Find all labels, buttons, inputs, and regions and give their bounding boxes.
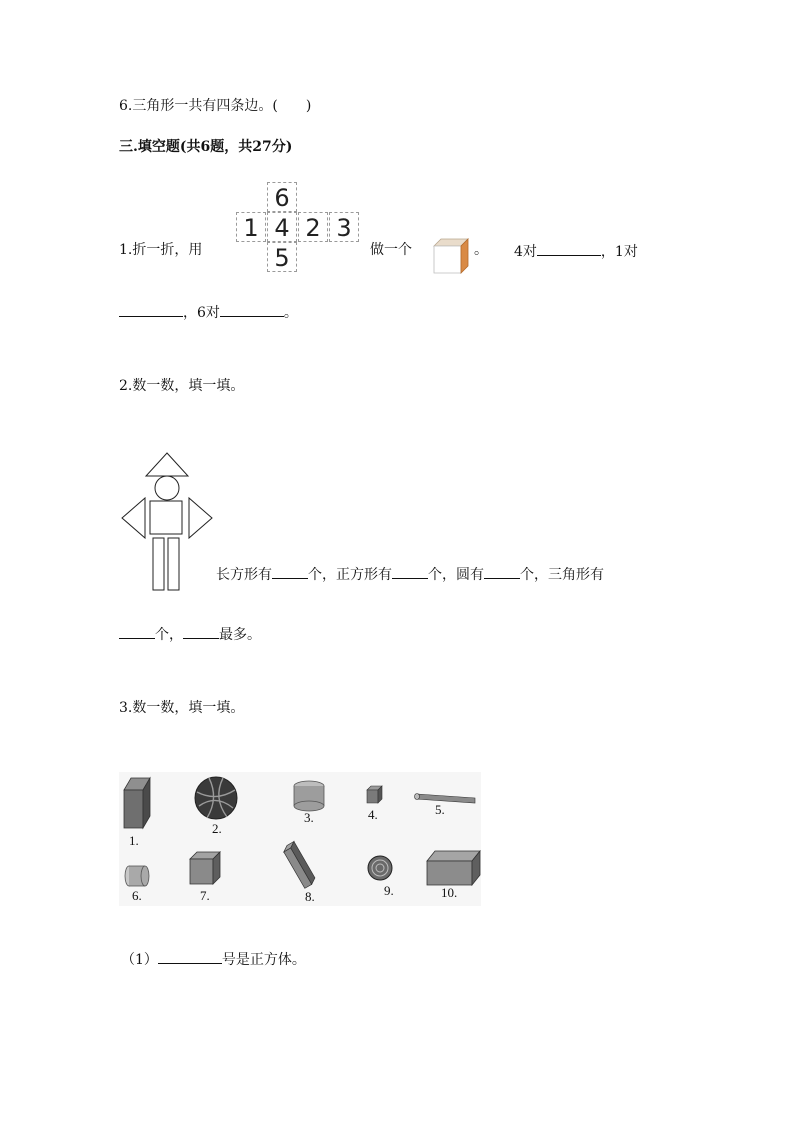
comma: ， (183, 305, 197, 321)
cube-image (432, 237, 472, 275)
shape-label-1: 1. (129, 833, 139, 848)
answer-blank[interactable] (220, 302, 284, 317)
unit-label: 个 (428, 567, 442, 583)
section-heading: 三.填空题(共6题，共27分) (119, 139, 293, 155)
triangle-label: ，三角形有 (534, 567, 604, 583)
robot-shapes-figure (120, 452, 214, 592)
p1-answer-line-2 (119, 302, 298, 322)
pair-4-label: 4对 (514, 244, 537, 260)
unit-label: 个 (308, 567, 322, 583)
shape-label-7: 7. (200, 888, 210, 903)
unit-label: 个 (520, 567, 534, 583)
pair-1-label: 1对 (614, 244, 638, 260)
rect-label: 长方形有 (216, 567, 272, 583)
p3-title: 3.数一数，填一填。 (119, 700, 245, 716)
comma: ， (600, 244, 615, 260)
answer-blank[interactable] (392, 564, 428, 579)
p1-make: 做一个 (370, 242, 412, 258)
net-cell: 2 (298, 212, 328, 242)
most-label: 最多。 (219, 627, 261, 643)
circle-label: ，圆有 (442, 567, 484, 583)
unit-label: 个 (155, 627, 169, 643)
shape-label-2: 2. (212, 821, 222, 836)
answer-blank[interactable] (484, 564, 520, 579)
p1-answer-line (514, 241, 638, 261)
shape-label-3: 3. (304, 810, 314, 825)
answer-blank[interactable] (183, 624, 219, 639)
net-cell: 4 (267, 212, 297, 242)
sub1-prefix: （1） (121, 952, 158, 968)
period: 。 (283, 305, 298, 321)
shape-label-5: 5. (435, 802, 445, 817)
p2-title: 2.数一数，填一填。 (119, 378, 245, 394)
square-label: ，正方形有 (322, 567, 392, 583)
answer-blank[interactable] (272, 564, 308, 579)
p1-period: 。 (474, 242, 488, 258)
net-cell-bottom: 5 (267, 242, 297, 272)
answer-blank[interactable] (119, 624, 155, 639)
net-cell: 1 (236, 212, 266, 242)
p2-answer-line (216, 564, 604, 584)
answer-blank[interactable] (537, 241, 601, 256)
solid-shapes-figure (119, 772, 481, 906)
answer-blank[interactable] (158, 949, 222, 964)
question-6: 6.三角形一共有四条边。( ) (119, 98, 312, 114)
answer-blank[interactable] (119, 302, 183, 317)
shape-label-8: 8. (305, 889, 315, 904)
sub1-suffix: 号是正方体。 (221, 952, 306, 968)
p2-answer-line-2 (119, 624, 261, 644)
net-cell-top: 6 (267, 182, 297, 212)
pair-6-label: 6对 (197, 305, 220, 321)
cube-net-figure (236, 182, 360, 272)
comma: ， (169, 627, 183, 643)
shape-label-9: 9. (384, 883, 394, 898)
shape-label-10: 10. (441, 885, 458, 900)
shape-label-4: 4. (368, 807, 378, 822)
net-cell: 3 (329, 212, 359, 242)
shape-label-6: 6. (132, 888, 142, 903)
solid-shapes-drawing (119, 772, 481, 906)
p1-prefix: 1.折一折，用 (119, 242, 203, 258)
p3-sub1 (121, 949, 306, 969)
